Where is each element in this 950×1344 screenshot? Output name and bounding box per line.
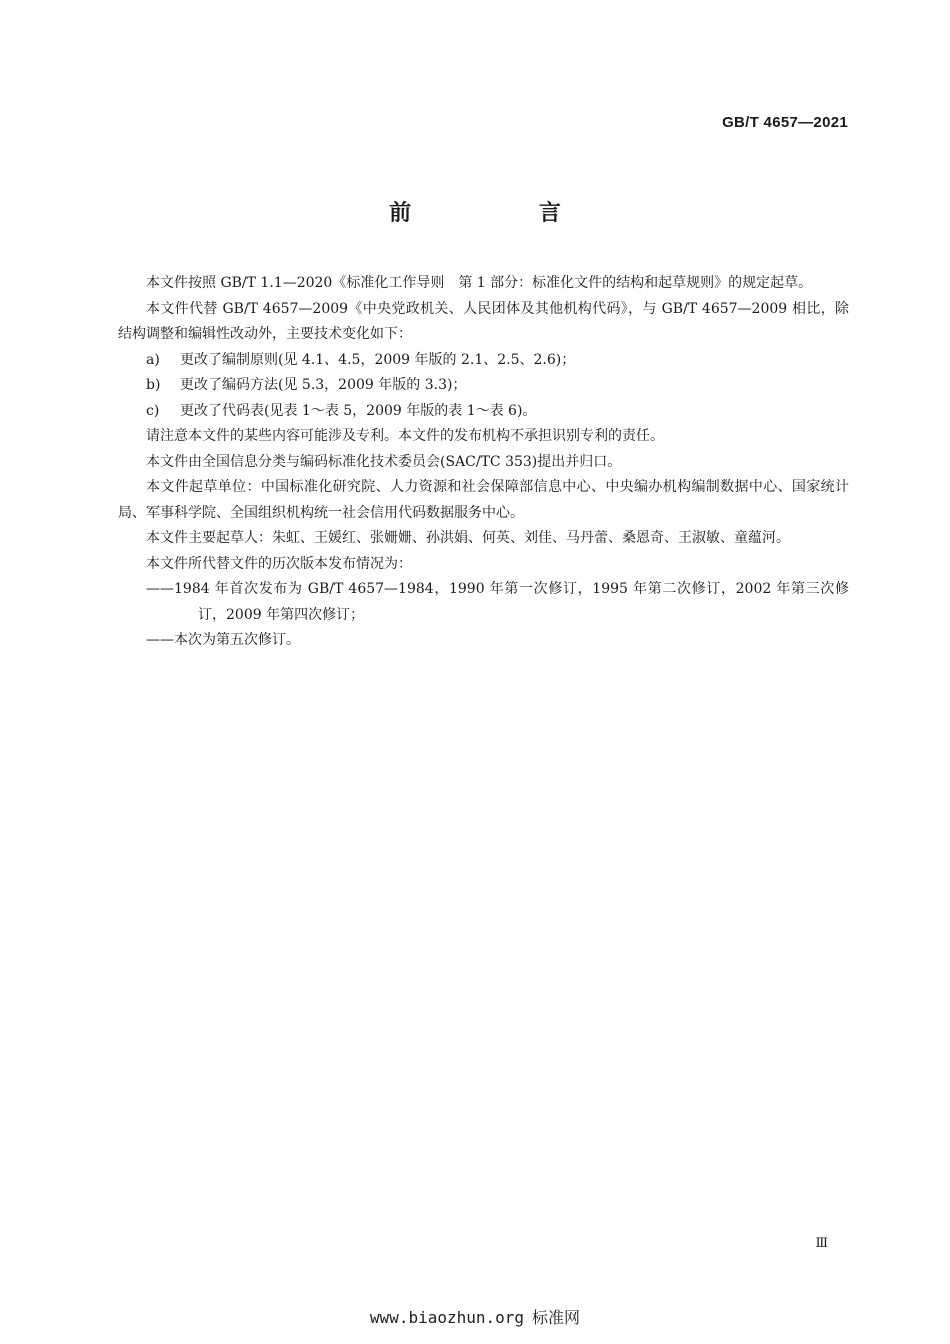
foreword-body <box>118 271 849 654</box>
list-item-text: 更改了编码方法(见 5.3，2009 年版的 3.3)； <box>180 377 467 393</box>
list-item-tag: a) <box>146 351 160 368</box>
paragraph-replacement: 本文件代替 GB/T 4657—2009《中央党政机关、人民团体及其他机构代码》，与 GB/T 4657—2009 相比，除结构调整和编辑性改动外，主要技术变化如下： <box>118 300 849 342</box>
list-item <box>118 348 849 374</box>
list-item-tag: c) <box>146 402 160 419</box>
list-item-text: 更改了编制原则(见 4.1、4.5，2009 年版的 2.1、2.5、2.6)； <box>180 351 576 368</box>
list-item <box>118 373 849 399</box>
list-item-text: 更改了代码表(见表 1～表 5，2009 年版的表 1～表 6)。 <box>180 402 537 419</box>
standard-code: GB/T 4657—2021 <box>722 114 848 131</box>
paragraph-proposer: 本文件由全国信息分类与编码标准化技术委员会(SAC/TC 353)提出并归口。 <box>146 453 622 470</box>
paragraph-history-intro: 本文件所代替文件的历次版本发布情况为： <box>146 555 412 572</box>
paragraph-drafters: 本文件主要起草人：朱虹、王媛红、张姗姗、孙洪娟、何英、刘佳、马丹蕾、桑恩奇、王淑敏、童蕴河。 <box>146 530 790 546</box>
footer <box>0 1305 950 1328</box>
footer-site-name: 标准网 <box>532 1308 581 1327</box>
history-item: ——本次为第五次修订。 <box>146 632 300 648</box>
footer-url-link[interactable]: www.biaozhun.org <box>369 1308 525 1327</box>
history-item: ——1984 年首次发布为 GB/T 4657—1984，1990 年第一次修订，1995 年第二次修订，2002 年第三次修订，2009 年第四次修订； <box>146 581 849 623</box>
page-title: 前 言 <box>389 201 621 226</box>
paragraph-patent-notice: 请注意本文件的某些内容可能涉及专利。本文件的发布机构不承担识别专利的责任。 <box>146 428 664 444</box>
list-item <box>118 399 849 425</box>
list-item-tag: b) <box>146 377 161 393</box>
page-number: Ⅲ <box>815 1236 828 1251</box>
paragraph-drafting-units: 本文件起草单位：中国标准化研究院、人力资源和社会保障部信息中心、中央编办机构编制数据中心、国家统计局、军事科学院、全国组织机构统一社会信用代码数据服务中心。 <box>118 479 849 521</box>
paragraph-drafting-rules: 本文件按照 GB/T 1.1—2020《标准化工作导则 第 1 部分：标准化文件的结构和起草规则》的规定起草。 <box>146 275 813 291</box>
